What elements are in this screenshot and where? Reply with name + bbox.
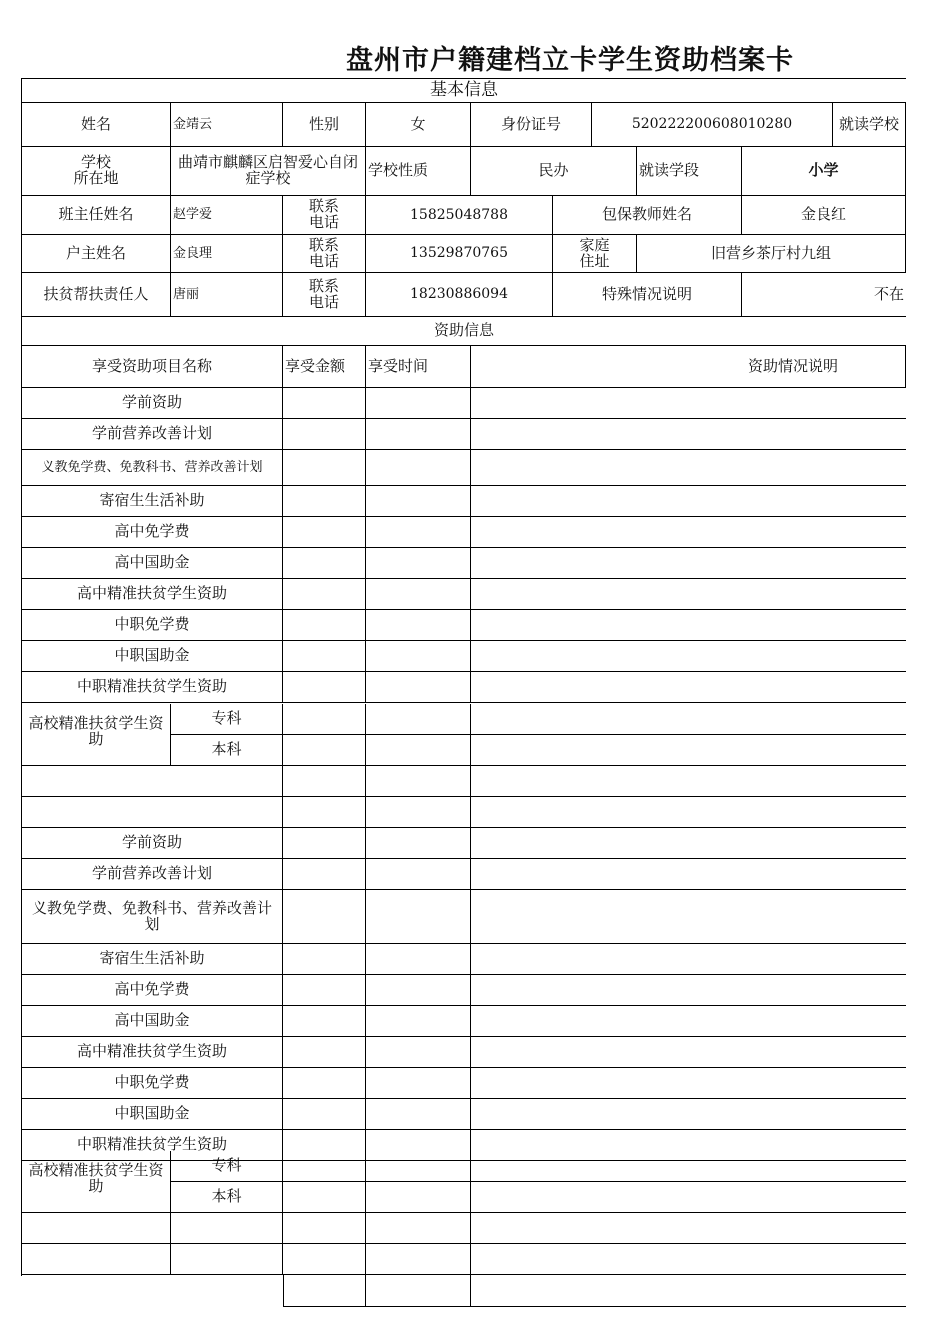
address-value: 旧营乡茶厅村九组 — [637, 235, 906, 273]
aid-amount-cell — [283, 1244, 366, 1275]
householder-contact-label — [283, 235, 366, 273]
aid-time-cell — [366, 579, 471, 610]
aid-desc-cell — [471, 517, 906, 548]
aid-desc-cell — [471, 766, 906, 797]
aid-desc-cell — [471, 828, 906, 859]
aid-amount-cell — [283, 1182, 366, 1213]
address-label-line2: 住址 — [579, 251, 610, 270]
aid-time-cell — [366, 517, 471, 548]
aid-time-cell — [366, 419, 471, 450]
aid-desc-cell — [471, 1275, 906, 1307]
aid-time-cell — [366, 828, 471, 859]
gender-value: 女 — [366, 103, 471, 147]
page-title: 盘州市户籍建档立卡学生资助档案卡 — [346, 45, 794, 76]
college-sub-benke: 本科 — [171, 1182, 283, 1213]
aid-item-name: 高中免学费 — [22, 517, 283, 548]
aid-desc-cell — [471, 486, 906, 517]
aid-item-name: 高中精准扶贫学生资助 — [22, 1037, 283, 1068]
aid-time-cell — [366, 486, 471, 517]
address-label-line1: 家庭 — [579, 235, 610, 254]
aid-desc-cell — [471, 890, 906, 944]
aid-item-name: 义教免学费、免教科书、营养改善计划 — [22, 450, 283, 486]
aid-time-cell — [366, 1068, 471, 1099]
aid-amount-cell — [283, 859, 366, 890]
blank-item-cell — [171, 1213, 283, 1244]
aid-item-name: 学前营养改善计划 — [22, 859, 283, 890]
aid-amount-cell — [283, 579, 366, 610]
helper-label: 扶贫帮扶责任人 — [22, 273, 171, 317]
special-label: 特殊情况说明 — [553, 273, 742, 317]
college-sub-benke: 本科 — [171, 735, 283, 766]
blank-item-cell — [171, 1244, 283, 1275]
aid-time-cell — [366, 1275, 471, 1307]
col-item-header: 享受资助项目名称 — [22, 346, 283, 388]
aid-amount-cell — [283, 1213, 366, 1244]
aid-amount-cell — [283, 944, 366, 975]
aid-desc-cell — [471, 641, 906, 672]
school-location-label-line1: 学校 — [80, 153, 111, 172]
aid-item-name: 中职精准扶贫学生资助 — [22, 1130, 283, 1161]
aid-time-cell — [366, 797, 471, 828]
aid-amount-cell — [283, 975, 366, 1006]
contact-label-line2: 电话 — [308, 292, 339, 311]
aid-time-cell — [366, 388, 471, 419]
guarantor-label: 包保教师姓名 — [553, 196, 742, 235]
school-type-value: 民办 — [471, 147, 637, 196]
aid-time-cell — [366, 641, 471, 672]
aid-amount-cell — [283, 766, 366, 797]
householder-phone: 13529870765 — [366, 235, 553, 273]
aid-item-name: 中职免学费 — [22, 1068, 283, 1099]
aid-desc-cell — [471, 1037, 906, 1068]
col-time-header: 享受时间 — [366, 346, 471, 388]
helper-contact-label — [283, 273, 366, 317]
aid-item-name: 中职精准扶贫学生资助 — [22, 672, 283, 703]
id-label: 身份证号 — [471, 103, 592, 147]
aid-item-name: 学前资助 — [22, 388, 283, 419]
aid-desc-cell — [471, 1244, 906, 1275]
stage-value: 小学 — [742, 147, 906, 196]
aid-amount-cell — [283, 704, 366, 735]
householder-label: 户主姓名 — [22, 235, 171, 273]
aid-item-name: 学前营养改善计划 — [22, 419, 283, 450]
aid-desc-cell — [471, 450, 906, 486]
aid-item-name: 学前资助 — [22, 828, 283, 859]
aid-amount-cell — [283, 517, 366, 548]
aid-amount-cell — [283, 419, 366, 450]
aid-item-name: 高中免学费 — [22, 975, 283, 1006]
head-teacher-value: 赵学爱 — [171, 196, 283, 235]
aid-time-cell — [366, 859, 471, 890]
col-desc-header: 资助情况说明 — [471, 346, 906, 388]
aid-time-cell — [366, 944, 471, 975]
contact-label-line1: 联系 — [308, 276, 339, 295]
helper-value: 唐丽 — [171, 273, 283, 317]
aid-time-cell — [366, 735, 471, 766]
name-label: 姓名 — [22, 103, 171, 147]
aid-time-cell — [366, 610, 471, 641]
blank-item-cell — [22, 797, 283, 828]
householder-value: 金良理 — [171, 235, 283, 273]
aid-amount-cell — [283, 486, 366, 517]
blank-item-cell — [22, 1244, 171, 1275]
aid-item-name: 寄宿生生活补助 — [22, 486, 283, 517]
aid-amount-cell — [283, 890, 366, 944]
aid-item-name: 高中国助金 — [22, 1006, 283, 1037]
aid-time-cell — [366, 672, 471, 703]
head-teacher-contact-label — [283, 196, 366, 235]
aid-amount-cell — [283, 1151, 366, 1182]
college-aid-label: 高校精准扶贫学生资助 — [22, 1151, 171, 1213]
school-location-value: 曲靖市麒麟区启智爱心自闭症学校 — [171, 147, 366, 196]
aid-desc-cell — [471, 419, 906, 450]
school-label: 就读学校 — [833, 103, 906, 147]
aid-desc-cell — [471, 672, 906, 703]
head-teacher-phone: 15825048788 — [366, 196, 553, 235]
aid-desc-cell — [471, 1213, 906, 1244]
aid-desc-cell — [471, 797, 906, 828]
aid-item-name: 高中精准扶贫学生资助 — [22, 579, 283, 610]
contact-label-line1: 联系 — [308, 197, 339, 216]
aid-time-cell — [366, 450, 471, 486]
school-location-label-line2: 所在地 — [73, 169, 119, 187]
aid-time-cell — [366, 1213, 471, 1244]
aid-amount-cell — [283, 1037, 366, 1068]
school-location-label — [22, 147, 171, 196]
aid-amount-cell — [283, 1275, 366, 1307]
aid-desc-cell — [471, 1151, 906, 1182]
aid-desc-cell — [471, 735, 906, 766]
aid-amount-cell — [283, 828, 366, 859]
aid-desc-cell — [471, 1099, 906, 1130]
aid-info-header: 资助信息 — [22, 317, 906, 346]
aid-amount-cell — [283, 641, 366, 672]
guarantor-value: 金良红 — [742, 196, 906, 235]
aid-time-cell — [366, 1099, 471, 1130]
aid-time-cell — [366, 1151, 471, 1182]
aid-amount-cell — [283, 388, 366, 419]
college-sub-zhuanke: 专科 — [171, 1151, 283, 1182]
aid-desc-cell — [471, 388, 906, 419]
aid-amount-cell — [283, 1006, 366, 1037]
gender-label: 性别 — [283, 103, 366, 147]
aid-desc-cell — [471, 944, 906, 975]
aid-item-name: 义教免学费、免教科书、营养改善计划 — [22, 890, 283, 944]
aid-time-cell — [366, 890, 471, 944]
aid-time-cell — [366, 1006, 471, 1037]
id-value: 520222200608010280 — [592, 103, 833, 147]
aid-desc-cell — [471, 548, 906, 579]
aid-time-cell — [366, 1244, 471, 1275]
aid-desc-cell — [471, 704, 906, 735]
address-label — [553, 235, 637, 273]
name-value: 金靖云 — [171, 103, 283, 147]
aid-desc-cell — [471, 1068, 906, 1099]
aid-item-name: 寄宿生生活补助 — [22, 944, 283, 975]
aid-time-cell — [366, 975, 471, 1006]
aid-amount-cell — [283, 548, 366, 579]
aid-amount-cell — [283, 1099, 366, 1130]
aid-time-cell — [366, 1037, 471, 1068]
head-teacher-label: 班主任姓名 — [22, 196, 171, 235]
aid-desc-cell — [471, 1182, 906, 1213]
aid-desc-cell — [471, 579, 906, 610]
aid-item-name: 高中国助金 — [22, 548, 283, 579]
aid-desc-cell — [471, 610, 906, 641]
aid-amount-cell — [283, 735, 366, 766]
aid-time-cell — [366, 704, 471, 735]
aid-time-cell — [366, 766, 471, 797]
aid-time-cell — [366, 548, 471, 579]
aid-desc-cell — [471, 1006, 906, 1037]
aid-amount-cell — [283, 450, 366, 486]
col-amount-header: 享受金额 — [283, 346, 366, 388]
helper-phone: 18230886094 — [366, 273, 553, 317]
stage-label: 就读学段 — [637, 147, 742, 196]
aid-amount-cell — [283, 797, 366, 828]
contact-label-line1: 联系 — [308, 235, 339, 254]
contact-label-line2: 电话 — [308, 251, 339, 270]
aid-desc-cell — [471, 859, 906, 890]
aid-item-name: 中职国助金 — [22, 641, 283, 672]
special-value: 不在 — [742, 273, 906, 317]
aid-amount-cell — [283, 1068, 366, 1099]
contact-label-line2: 电话 — [308, 213, 339, 231]
aid-amount-cell — [283, 672, 366, 703]
aid-item-name: 中职免学费 — [22, 610, 283, 641]
basic-info-header: 基本信息 — [22, 79, 906, 103]
aid-amount-cell — [283, 610, 366, 641]
school-type-label: 学校性质 — [366, 147, 471, 196]
college-aid-label: 高校精准扶贫学生资助 — [22, 704, 171, 766]
college-sub-zhuanke: 专科 — [171, 704, 283, 735]
aid-time-cell — [366, 1182, 471, 1213]
aid-item-name: 中职国助金 — [22, 1099, 283, 1130]
aid-desc-cell — [471, 975, 906, 1006]
blank-item-cell — [22, 1213, 171, 1244]
blank-item-cell — [22, 766, 283, 797]
